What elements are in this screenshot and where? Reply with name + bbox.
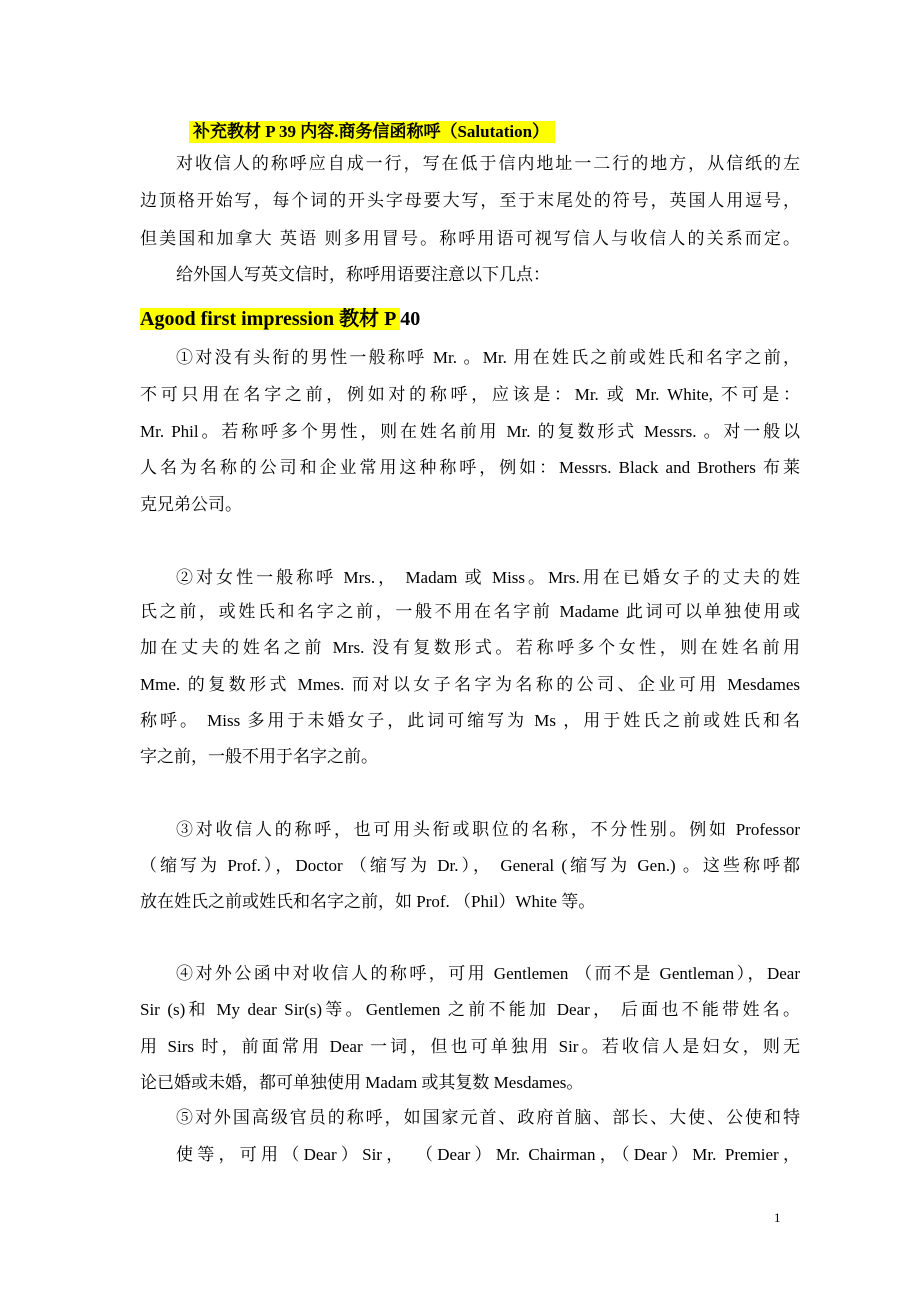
paragraph-line: 但美国和加拿大 英语 则多用冒号。称呼用语可视写信人与收信人的关系而定。 — [140, 229, 800, 248]
paragraph-line: ③对收信人的称呼，也可用头衔或职位的名称，不分性别。例如 Professor — [176, 820, 800, 839]
paragraph-line: 对收信人的称呼应自成一行，写在低于信内地址一二行的地方，从信纸的左 — [176, 154, 800, 173]
paragraph-line: ①对没有头衔的男性一般称呼 Mr. 。Mr. 用在姓氏之前或姓氏和名字之前， — [176, 348, 800, 367]
page-number: 1 — [774, 1210, 781, 1225]
paragraph-line: 边顶格开始写，每个词的开头字母要大写，至于末尾处的符号，英国人用逗号， — [140, 191, 800, 210]
section-heading: 补充教材 P 39 内容.商务信函称呼（Salutation） — [189, 121, 555, 143]
paragraph-line: Mr. Phil。若称呼多个男性，则在姓名前用 Mr. 的复数形式 Messrs. 。对一般以 — [140, 422, 800, 441]
paragraph-line: 使等，可用（Dear）Sir， （Dear）Mr. Chairman，（Dear）Mr. Premier， — [176, 1145, 800, 1164]
paragraph-line: （缩写为 Prof.），Doctor （缩写为 Dr.）， General (缩写为 Gen.) 。这些称呼都 — [140, 856, 800, 875]
paragraph-line: ②对女性一般称呼 Mrs.， Madam 或 Miss。Mrs.用在已婚女子的丈夫的姓 — [176, 568, 800, 587]
paragraph-line: 放在姓氏之前或姓氏和名字之前，如 Prof. （Phil）White 等。 — [140, 892, 596, 911]
paragraph-line: ④对外公函中对收信人的称呼，可用 Gentlemen （而不是 Gentleman），Dear — [176, 964, 800, 983]
subsection-heading-highlight: Agood first impression 教材 P — [140, 308, 401, 330]
paragraph-line: 氏之前，或姓氏和名字之前，一般不用在名字前 Madame 此词可以单独使用或 — [140, 602, 800, 621]
paragraph-line: Sir (s)和 My dear Sir(s)等。Gentlemen 之前不能加 Dear， 后面也不能带姓名。 — [140, 1000, 800, 1019]
subsection-heading-page: 40 — [400, 308, 421, 330]
paragraph-line: ⑤对外国高级官员的称呼，如国家元首、政府首脑、部长、大使、公使和特 — [176, 1108, 800, 1127]
paragraph-line: 称呼。 Miss 多用于未婚女子，此词可缩写为 Ms ，用于姓氏之前或姓氏和名 — [140, 711, 800, 730]
paragraph-line: Mme. 的复数形式 Mmes. 而对以女子名字为名称的公司、企业可用 Mesdames — [140, 675, 800, 694]
paragraph-line: 论已婚或未婚，都可单独使用 Madam 或其复数 Mesdames。 — [140, 1073, 584, 1092]
paragraph-line: 字之前，一般不用于名字之前。 — [140, 747, 378, 766]
subsection-heading — [140, 306, 420, 332]
paragraph-line: 人名为名称的公司和企业常用这种称呼，例如：Messrs. Black and Brothers 布莱 — [140, 458, 800, 477]
paragraph-line: 克兄弟公司。 — [140, 495, 242, 514]
paragraph-line: 加在丈夫的姓名之前 Mrs. 没有复数形式。若称呼多个女性，则在姓名前用 — [140, 638, 800, 657]
paragraph-line: 用 Sirs 时，前面常用 Dear 一词，但也可单独用 Sir。若收信人是妇女，则无 — [140, 1037, 800, 1056]
paragraph-line: 不可只用在名字之前，例如对的称呼，应该是：Mr. 或 Mr. White, 不可是： — [140, 385, 800, 404]
paragraph-line: 给外国人写英文信时，称呼用语要注意以下几点： — [176, 265, 550, 284]
